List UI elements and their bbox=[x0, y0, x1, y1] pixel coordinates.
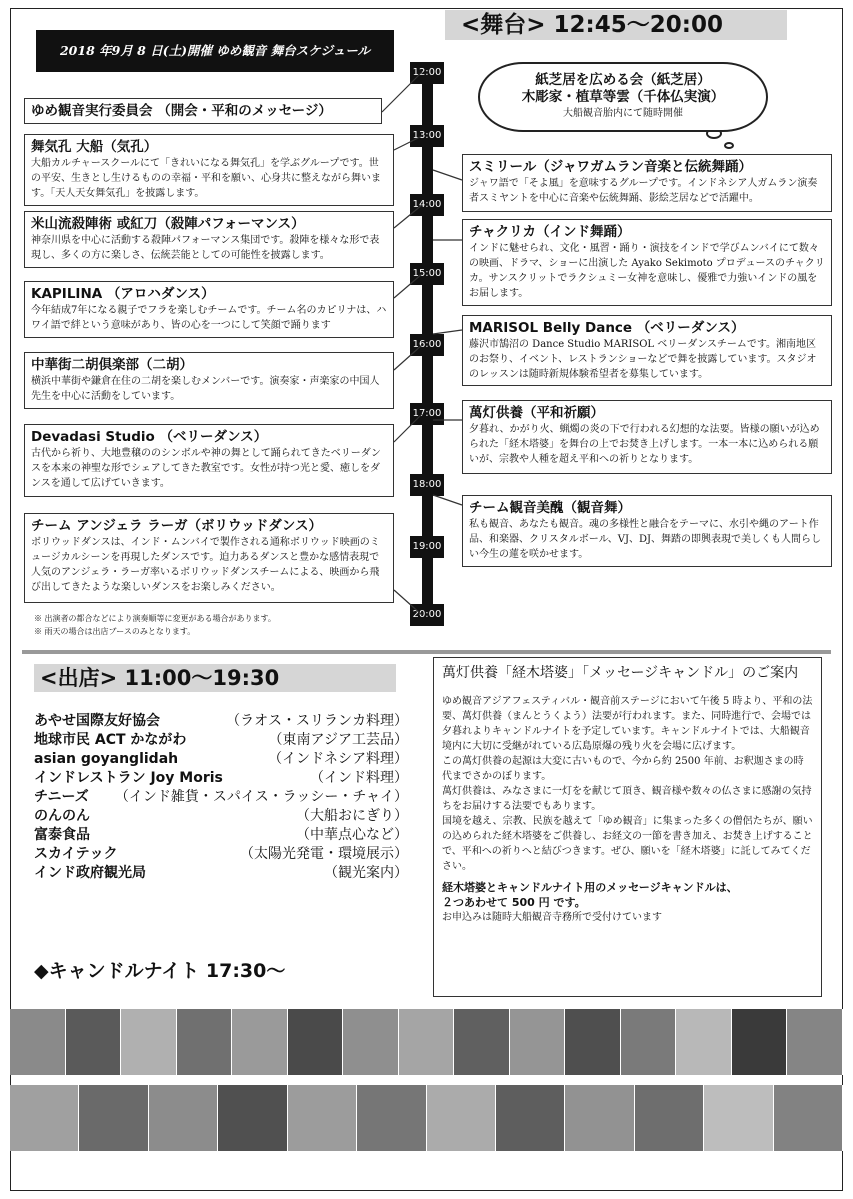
shop-desc: （観光案内） bbox=[324, 865, 408, 881]
stage-item-title: 萬灯供養（平和祈願） bbox=[469, 405, 604, 421]
photo bbox=[66, 1009, 122, 1075]
stage-item-desc: 神奈川県を中心に活動する殺陣パフォーマンス集団です。殺陣を様々な形で表現し、多くの方に楽しさ、伝統芸能としての可能性を披露します。 bbox=[31, 235, 380, 261]
stage-item bbox=[462, 154, 832, 212]
note-line: ※ 雨天の場合は出店ブースのみとなります。 bbox=[34, 627, 196, 636]
stage-header: <舞台> 12:45〜20:00 bbox=[445, 10, 787, 40]
stage-item-desc: 夕暮れ、かがり火、蝋燭の炎の下で行われる幻想的な法要。皆様の願いが込められた「経木塔婆」を舞台の上でお焚き上げします。一本一本に込められる願いが、宗教や人種を超え平和への祈りとなります。 bbox=[469, 424, 820, 465]
time-tick: 16:00 bbox=[410, 334, 444, 356]
stage-item-desc: ボリウッドダンスは、インド・ムンバイで製作される通称ボリウッド映画のミュージカルシーンを再現したダンスです。迫力あるダンスと豊かな感情表現で人気のアンジェラ・ラーガ率いるボリウッドダンスチームによる、映画から飛び出してきたような楽しいダンスをお楽しみください。 bbox=[31, 537, 380, 593]
cloud-callout bbox=[478, 62, 768, 132]
photo bbox=[704, 1085, 773, 1151]
time-tick: 20:00 bbox=[410, 604, 444, 626]
stage-item-desc: 私も観音、あなたも観音。魂の多様性と融合をテーマに、水引や縄のアート作品、和楽器、クリスタルボール、VJ、DJ、舞踏の即興表現で美しくも人間らしい今生の蓮を咲かせます。 bbox=[469, 519, 822, 560]
stage-item bbox=[24, 424, 394, 497]
shop-desc: （インド雑貨・スパイス・ラッシー・チャイ） bbox=[114, 789, 408, 805]
shop-desc: （中華点心など） bbox=[296, 827, 408, 843]
photo bbox=[218, 1085, 287, 1151]
cloud-line: 紙芝居を広める会（紙芝居） bbox=[535, 72, 711, 88]
shop-header: <出店> 11:00〜19:30 bbox=[34, 664, 396, 692]
time-tick: 17:00 bbox=[410, 403, 444, 425]
stage-item-desc: ジャワ語で「そよ風」を意味するグループです。インドネシア人ガムラン演奏者スミヤントを中心に音楽や伝統舞踊、影絵芝居などで活躍中。 bbox=[469, 178, 818, 204]
photo bbox=[288, 1085, 357, 1151]
shop-item bbox=[34, 864, 408, 883]
shop-name: asian goyanglidah bbox=[34, 751, 179, 767]
stage-item-title: スミリール（ジャワガムラン音楽と伝統舞踊） bbox=[469, 159, 752, 175]
stage-item bbox=[24, 513, 394, 603]
time-tick: 14:00 bbox=[410, 194, 444, 216]
stage-item bbox=[24, 281, 394, 338]
stage-item-title: MARISOL Belly Dance （ベリーダンス） bbox=[469, 320, 745, 336]
photo bbox=[288, 1009, 344, 1075]
stage-item-title: チャクリカ（インド舞踊） bbox=[469, 224, 631, 240]
photo bbox=[232, 1009, 288, 1075]
stage-item bbox=[462, 219, 832, 306]
photo bbox=[774, 1085, 843, 1151]
stage-item bbox=[462, 495, 832, 567]
info-title: 萬灯供養「経木塔婆」「メッセージキャンドル」のご案内 bbox=[442, 665, 799, 681]
photo-strip bbox=[10, 1085, 843, 1151]
info-paragraph: 萬灯供養は、みなさまに一灯をを献じて頂き、観音様や数々の仏さまに感謝の気持ちをお届けする法要でもあります。 bbox=[442, 786, 812, 812]
photo bbox=[496, 1085, 565, 1151]
photo bbox=[10, 1009, 66, 1075]
shop-desc: （インドネシア料理） bbox=[268, 751, 408, 767]
photo bbox=[635, 1085, 704, 1151]
shop-desc: （東南アジア工芸品） bbox=[268, 732, 408, 748]
info-bold: 経木塔婆とキャンドルナイト用のメッセージキャンドルは、 bbox=[442, 881, 738, 894]
cloud-sub: 大船観音胎内にて随時開催 bbox=[563, 108, 683, 119]
shop-item bbox=[34, 826, 408, 845]
photo bbox=[149, 1085, 218, 1151]
stage-item bbox=[24, 211, 394, 268]
shop-item bbox=[34, 750, 408, 769]
shop-desc: （ラオス・スリランカ料理） bbox=[226, 713, 408, 729]
stage-item-title: KAPILINA （アロハダンス） bbox=[31, 286, 215, 302]
shop-name: 富泰食品 bbox=[34, 827, 90, 843]
shop-list bbox=[34, 712, 408, 883]
photo bbox=[79, 1085, 148, 1151]
shop-name: チニーズ bbox=[34, 789, 89, 805]
shop-name: あやせ国際友好協会 bbox=[34, 713, 160, 729]
photo bbox=[510, 1009, 566, 1075]
photo bbox=[343, 1009, 399, 1075]
shop-item bbox=[34, 769, 408, 788]
info-paragraph: ゆめ観音アジアフェスティバル・観音前ステージにおいて午後 5 時より、平和の法要、萬灯供養（まんとうくよう）法要が行われます。また、同時進行で、会場では夕暮れよりキャンドルナイトを予定しています。キャンドルナイトでは、大船観音境内に大切に受継がれている広島原爆の残り火を会場に広げます。 bbox=[442, 696, 813, 752]
info-footer: お申込みは随時大船観音寺務所で受付けています bbox=[442, 912, 662, 923]
shop-item bbox=[34, 712, 408, 731]
shop-item bbox=[34, 845, 408, 864]
stage-item-desc: 藤沢市鵠沼の Dance Studio MARISOL ベリーダンスチームです。湘南地区のお祭り、イベント、レストランショーなどで舞を披露しています。スタジオのレッスンは随時新規体験希望者を募集しています。 bbox=[469, 339, 817, 380]
time-tick: 12:00 bbox=[410, 62, 444, 84]
shop-name: インド政府観光局 bbox=[34, 865, 146, 881]
notes bbox=[34, 612, 276, 638]
cloud-line: 木彫家・植草等雲（千体仏実演） bbox=[521, 89, 725, 105]
photo bbox=[427, 1085, 496, 1151]
stage-item bbox=[462, 400, 832, 474]
photo bbox=[621, 1009, 677, 1075]
photo bbox=[565, 1085, 634, 1151]
photo bbox=[565, 1009, 621, 1075]
photo bbox=[10, 1085, 79, 1151]
shop-desc: （インド料理） bbox=[310, 770, 408, 786]
time-tick: 13:00 bbox=[410, 125, 444, 147]
shop-desc: （太陽光発電・環境展示） bbox=[240, 846, 408, 862]
stage-item-desc: 今年結成7年になる親子でフラを楽しむチームです。チーム名のカピリナは、ハワイ語で絆という意味があり、皆の心を一つにして笑顔で踊ります bbox=[31, 305, 387, 331]
stage-item bbox=[24, 134, 394, 206]
stage-item-title: 中華街二胡倶楽部（二胡） bbox=[31, 357, 193, 373]
shop-item bbox=[34, 788, 408, 807]
stage-item-desc: 横浜中華街や鎌倉在住の二胡を楽しむメンバーです。演奏家・声楽家の中国人先生を中心に活動をしています。 bbox=[31, 376, 380, 402]
stage-item-desc: インドに魅せられ、文化・風習・踊り・演技をインドで学びムンバイにて数々の映画、ドラマ、ショーに出演した Ayako Sekimoto プロデュースのチャクリカ。サンスクリットでラクシュミー女神を意味し、優雅で力強いインドの風をお届します。 bbox=[469, 243, 825, 299]
stage-item-desc: 大船カルチャースクールにて「きれいになる舞気孔」を学ぶグループです。世の平安、生きとし生けるものの幸福・平和を願い、心身共に整えながら舞います。「天人天女舞気孔」を披露します。 bbox=[31, 158, 381, 199]
note-line: ※ 出演者の都合などにより演奏順等に変更がある場合があります。 bbox=[34, 614, 276, 623]
photo bbox=[787, 1009, 843, 1075]
stage-item-title: チーム観音美醜（観音舞） bbox=[469, 500, 631, 516]
stage-item-desc: 古代から祈り、大地豊穣ののシンボルや神の舞として踊られてきたベリーダンスを本来の神聖な形でシェアしてきた教室です。女性が持つ光と愛、癒しをダンスを通して広げていきます。 bbox=[31, 448, 381, 489]
time-tick: 15:00 bbox=[410, 263, 444, 285]
shop-name: のんのん bbox=[34, 808, 90, 824]
stage-item-title: 舞気孔 大船（気孔） bbox=[31, 139, 158, 155]
photo bbox=[732, 1009, 788, 1075]
candle-night-header: ◆キャンドルナイト 17:30〜 bbox=[34, 960, 286, 982]
photo bbox=[399, 1009, 455, 1075]
time-tick: 18:00 bbox=[410, 474, 444, 496]
info-paragraph: この萬灯供養の起源は大変に古いもので、今から約 2500 年前、お釈迦さまの時代までさかのぼります。 bbox=[442, 756, 804, 782]
photo bbox=[357, 1085, 426, 1151]
shop-name: 地球市民 ACT かながわ bbox=[34, 732, 187, 748]
info-bold: ２つあわせて 500 円 です。 bbox=[442, 896, 586, 909]
shop-item bbox=[34, 731, 408, 750]
thought-bubble bbox=[724, 142, 734, 149]
section-divider bbox=[22, 650, 831, 654]
shop-name: インドレストラン Joy Moris bbox=[34, 770, 223, 786]
stage-item-title: ゆめ観音実行委員会 （開会・平和のメッセージ） bbox=[31, 103, 332, 119]
photo-strip bbox=[10, 1009, 843, 1075]
photo bbox=[177, 1009, 233, 1075]
shop-desc: （大船おにぎり） bbox=[296, 808, 408, 824]
stage-item bbox=[462, 315, 832, 386]
stage-item-title: Devadasi Studio （ベリーダンス） bbox=[31, 429, 268, 445]
photo bbox=[454, 1009, 510, 1075]
info-paragraph: 国境を越え、宗教、民族を越えて「ゆめ観音」に集まった多くの僧侶たちが、願いの込められた経木塔婆をご供養し、お経文の一節を書き加え、お焚き上げすることで、平和への祈りへと結びつきます。ぜひ、願いを「経木塔婆」に託してみてください。 bbox=[442, 816, 813, 872]
time-tick: 19:00 bbox=[410, 536, 444, 558]
schedule-title: 2018 年9月 8 日(土)開催 ゆめ観音 舞台スケジュール bbox=[36, 30, 394, 72]
info-box bbox=[433, 657, 822, 997]
stage-item-title: チーム アンジェラ ラーガ（ボリウッドダンス） bbox=[31, 518, 322, 534]
stage-item-title: 米山流殺陣術 或紅刀（殺陣パフォーマンス） bbox=[31, 216, 305, 232]
shop-name: スカイテック bbox=[34, 846, 118, 862]
shop-item bbox=[34, 807, 408, 826]
stage-item bbox=[24, 98, 382, 124]
stage-item bbox=[24, 352, 394, 409]
photo bbox=[676, 1009, 732, 1075]
photo bbox=[121, 1009, 177, 1075]
